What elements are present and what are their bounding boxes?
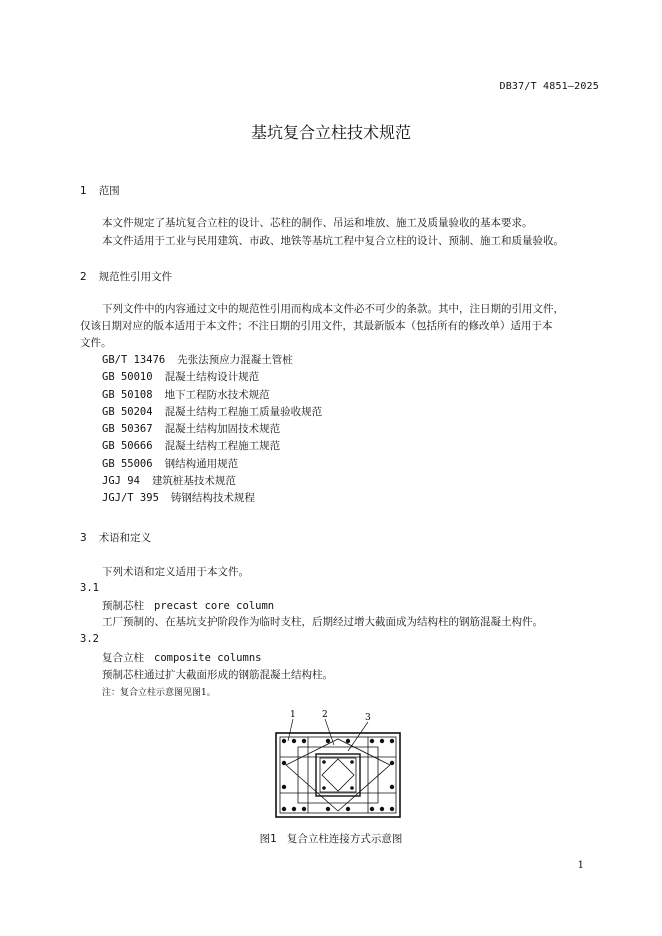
reference-name: 地下工程防水技术规范 bbox=[164, 388, 270, 401]
reference-code: GB 50367 bbox=[102, 423, 153, 436]
term-en: composite columns bbox=[154, 652, 262, 664]
reference-name: 建筑桩基技术规范 bbox=[151, 475, 236, 488]
outer-section-border bbox=[276, 733, 400, 817]
reference-item bbox=[102, 490, 322, 507]
term-number: 3.2 bbox=[80, 633, 99, 645]
reference-code: JGJ/T 395 bbox=[102, 492, 159, 505]
reference-code: GB 50108 bbox=[102, 388, 153, 401]
section-title: 术语和定义 bbox=[98, 532, 152, 544]
reference-item bbox=[102, 456, 322, 473]
terms-intro: 下列术语和定义适用于本文件。 bbox=[102, 566, 249, 578]
term-en: precast core column bbox=[154, 600, 275, 612]
reference-item bbox=[102, 352, 322, 369]
figure-caption bbox=[0, 831, 662, 846]
section-number: 3 bbox=[80, 532, 87, 544]
reference-list bbox=[102, 352, 322, 508]
section-1-heading bbox=[80, 183, 120, 198]
precast-core-column bbox=[316, 754, 360, 796]
composite-column-diagram bbox=[268, 705, 408, 820]
term-number: 3.1 bbox=[80, 582, 99, 594]
reference-name: 混凝土结构工程施工质量验收规范 bbox=[164, 405, 323, 418]
reference-name: 混凝土结构工程施工规范 bbox=[164, 440, 281, 453]
reference-item bbox=[102, 369, 322, 386]
section-2-heading bbox=[80, 269, 172, 284]
document-number: DB37/T 4851—2025 bbox=[499, 81, 599, 92]
note-label: 注： bbox=[102, 688, 121, 698]
term-zh: 复合立柱 bbox=[102, 652, 144, 664]
term-heading bbox=[102, 650, 261, 665]
reference-item bbox=[102, 387, 322, 404]
section-number: 2 bbox=[80, 271, 87, 283]
section-title: 范围 bbox=[98, 185, 120, 197]
reference-code: JGJ 94 bbox=[102, 475, 140, 488]
intro-line-3: 文件。 bbox=[80, 337, 112, 349]
reference-code: GB 50010 bbox=[102, 371, 153, 384]
section-number: 1 bbox=[80, 185, 87, 197]
figure-caption-label: 图1 bbox=[259, 833, 277, 845]
callout-1: 1 bbox=[290, 710, 296, 720]
cross-ties bbox=[280, 737, 396, 813]
reference-code: GB 55006 bbox=[102, 457, 153, 470]
reference-name: 先张法预应力混凝土管桩 bbox=[177, 354, 293, 366]
paragraph: 本文件适用于工业与民用建筑、市政、地铁等基坑工程中复合立柱的设计、预制、施工和质量验收。 bbox=[102, 235, 564, 247]
figure-caption-text: 复合立柱连接方式示意图 bbox=[286, 833, 403, 845]
callout-2: 2 bbox=[322, 710, 328, 720]
reference-name: 铸钢结构技术规程 bbox=[170, 492, 255, 505]
reference-code: GB 50204 bbox=[102, 405, 153, 418]
term-definition: 预制芯柱通过扩大截面形成的钢筋混凝土结构柱。 bbox=[102, 669, 333, 681]
paragraph: 本文件规定了基坑复合立柱的设计、芯柱的制作、吊运和堆放、施工及质量验收的基本要求。 bbox=[102, 217, 533, 229]
reference-item bbox=[102, 404, 322, 421]
reference-code: GB 50666 bbox=[102, 440, 153, 453]
reference-name: 钢结构通用规范 bbox=[164, 457, 239, 470]
callout-3: 3 bbox=[365, 713, 371, 723]
page-number: 1 bbox=[577, 860, 584, 871]
reference-name: 混凝土结构设计规范 bbox=[164, 371, 260, 384]
term-heading bbox=[102, 598, 274, 613]
note-text: 复合立柱示意图见图1。 bbox=[120, 688, 216, 698]
longitudinal-rebars bbox=[282, 739, 394, 811]
intro-line-1: 下列文件中的内容通过文中的规范性引用而构成本文件必不可少的条款。其中，注日期的引用文件， bbox=[102, 303, 564, 315]
reference-item bbox=[102, 473, 322, 490]
core-diamond-tie bbox=[322, 759, 354, 791]
section-title: 规范性引用文件 bbox=[98, 271, 173, 283]
reference-item bbox=[102, 438, 322, 455]
reference-name: 混凝土结构加固技术规范 bbox=[164, 423, 281, 436]
document-title: 基坑复合立柱技术规范 bbox=[250, 123, 411, 142]
section-3-heading bbox=[80, 530, 151, 545]
term-zh: 预制芯柱 bbox=[102, 600, 144, 612]
intro-line-2: 仅该日期对应的版本适用于本文件；不注日期的引用文件，其最新版本（包括所有的修改单）适用于本 bbox=[80, 320, 553, 332]
term-definition: 工厂预制的、在基坑支护阶段作为临时支柱，后期经过增大截面成为结构柱的钢筋混凝土构件。 bbox=[102, 616, 543, 628]
reference-code: GB/T 13476 bbox=[102, 354, 166, 366]
reference-item bbox=[102, 421, 322, 438]
leader-lines bbox=[288, 719, 368, 751]
note bbox=[102, 685, 216, 698]
